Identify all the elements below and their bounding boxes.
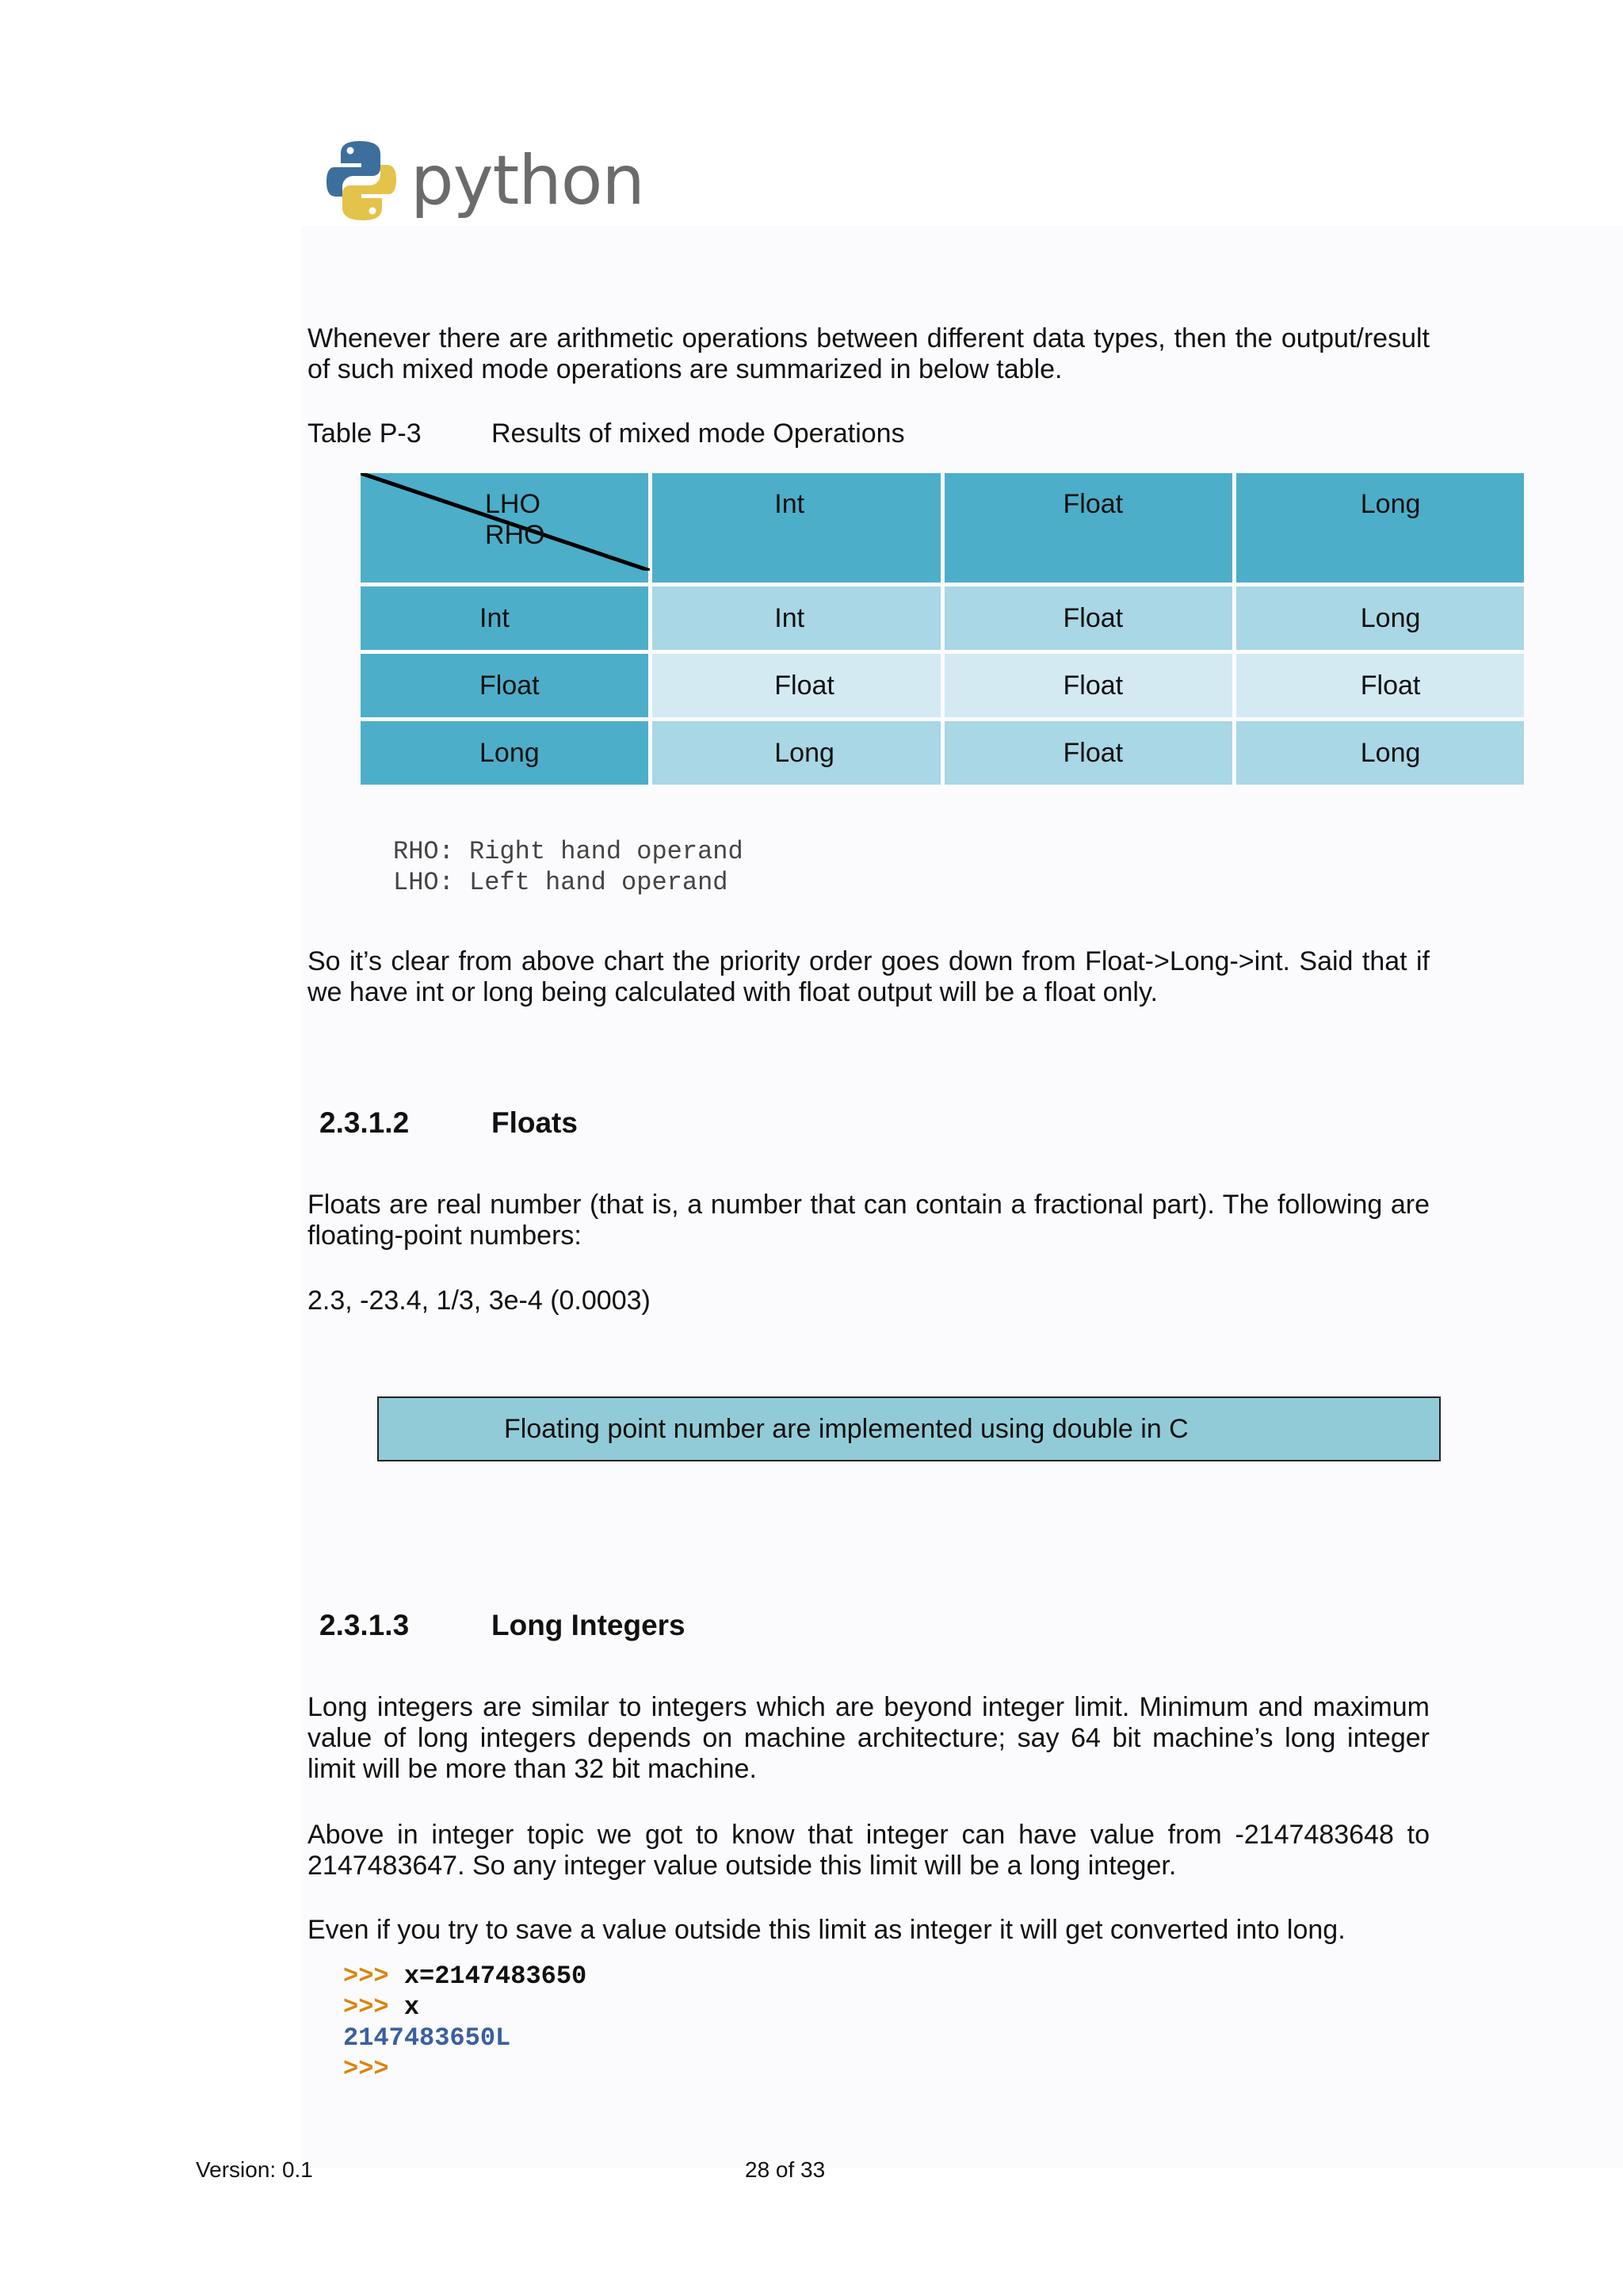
python-logo: [327, 133, 644, 228]
section-title-long: Long Integers: [491, 1609, 685, 1641]
code-output: 2147483650L: [343, 2023, 511, 2053]
row-header: Float: [361, 654, 648, 717]
code-prompt: >>>: [343, 1962, 389, 1991]
logo-wordmark: python: [411, 141, 644, 220]
mixed-mode-table: [357, 469, 1528, 789]
table-cell: Long: [652, 721, 940, 785]
code-line: [343, 1992, 419, 2022]
column-header: Float: [945, 473, 1232, 583]
section-number-long: 2.3.1.3: [319, 1609, 410, 1641]
code-text: x: [403, 1992, 420, 2022]
code-line: [343, 1962, 586, 1991]
long-paragraph-1: Long integers are similar to integers which are beyond integer limit. Minimum and maximum value of long integers depends on machine architecture; say 64 bit machine’s long integer limit will be more than 32 bit machine.: [307, 1692, 1430, 1784]
code-prompt: >>>: [343, 2054, 389, 2084]
table-cell: Float: [652, 654, 940, 717]
footer-version: Version: 0.1: [196, 2157, 313, 2182]
footer-page-number: 28 of 33: [745, 2157, 826, 2182]
corner-rho-label: RHO: [485, 520, 545, 550]
intro-paragraph: Whenever there are arithmetic operations between different data types, then the output/result of such mixed mode operations are summarized in below table.: [307, 323, 1430, 384]
corner-lho-label: LHO: [485, 489, 540, 519]
column-header: Int: [652, 473, 940, 583]
column-header: Long: [1236, 473, 1524, 583]
table-header-row: [361, 473, 1524, 583]
legend-rho: RHO: Right hand operand: [393, 837, 743, 866]
long-paragraph-3: Even if you try to save a value outside this limit as integer it will get converted into long.: [307, 1915, 1346, 1945]
long-paragraph-2: Above in integer topic we got to know that integer can have value from -2147483648 to 2147483647. So any integer value outside this limit will be a long integer.: [307, 1820, 1430, 1881]
floats-examples: 2.3, -23.4, 1/3, 3e-4 (0.0003): [307, 1286, 651, 1316]
table-caption-id: Table P-3: [307, 418, 422, 449]
note-box: Floating point number are implemented using double in C: [377, 1396, 1441, 1461]
section-number-floats: 2.3.1.2: [319, 1106, 410, 1139]
summary-paragraph: So it’s clear from above chart the priority order goes down from Float->Long->int. Said that if we have int or long being calculated with float output will be a float only.: [307, 946, 1430, 1007]
table-cell: Float: [945, 586, 1232, 650]
corner-header-cell: [361, 473, 648, 583]
code-line: [343, 2054, 389, 2084]
table-row: [361, 586, 1524, 650]
section-title-floats: Floats: [491, 1106, 578, 1139]
python-snake-icon: [327, 139, 396, 222]
table-cell: Float: [945, 654, 1232, 717]
table-cell: Long: [1236, 721, 1524, 785]
row-header: Int: [361, 586, 648, 650]
table-cell: Float: [945, 721, 1232, 785]
code-prompt: >>>: [343, 1992, 389, 2022]
table-cell: Float: [1236, 654, 1524, 717]
table-row: [361, 654, 1524, 717]
legend-lho: LHO: Left hand operand: [393, 868, 728, 897]
table-cell: Long: [1236, 586, 1524, 650]
code-text: x=2147483650: [403, 1962, 587, 1991]
table-cell: Int: [652, 586, 940, 650]
floats-paragraph: Floats are real number (that is, a number that can contain a fractional part). The following are floating-point numbers:: [307, 1190, 1430, 1251]
table-caption-title: Results of mixed mode Operations: [491, 418, 905, 449]
table-row: [361, 721, 1524, 785]
row-header: Long: [361, 721, 648, 785]
